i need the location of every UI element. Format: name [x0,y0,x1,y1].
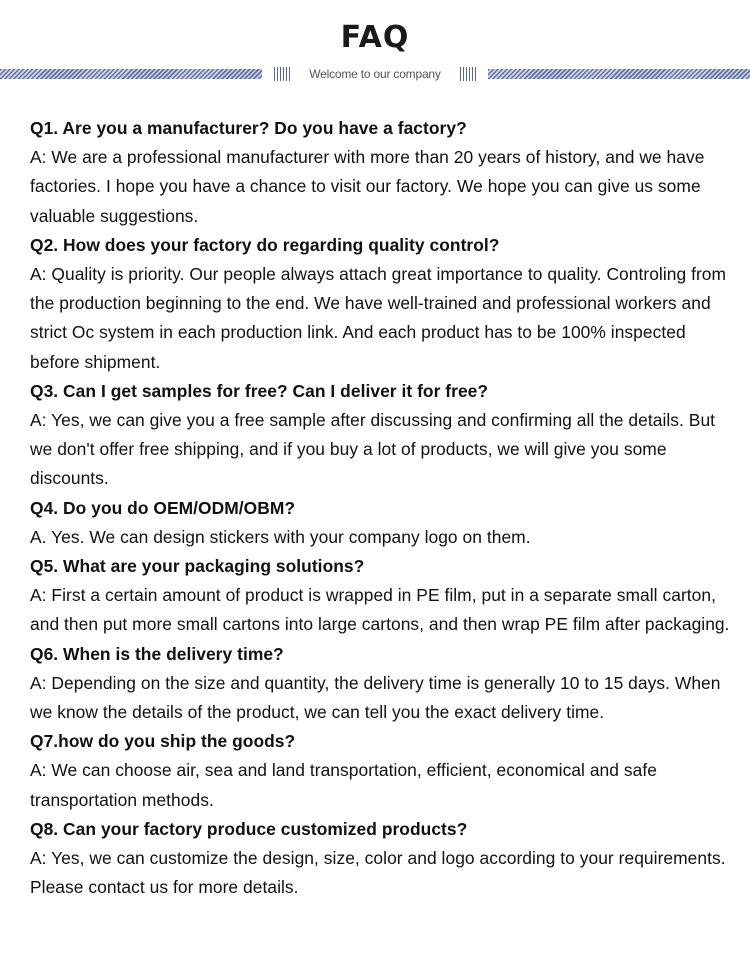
left-stripe-decoration [0,69,262,79]
faq-item [30,494,730,552]
faq-item [30,114,730,231]
faq-item [30,231,730,377]
page-subtitle: Welcome to our company [309,67,441,81]
faq-answer: A: Yes, we can give you a free sample after discussing and confirming all the details. But we don't offer free shipping, and if you buy a lot of products, we will give you some discounts. [30,410,716,489]
faq-answer: A: We are a professional manufacturer with more than 20 years of history, and we have factories. I hope you have a chance to visit our factory. We hope you can give us some valuable suggestions. [30,147,705,226]
left-tick-decoration [274,67,290,81]
faq-question: Q1. Are you a manufacturer? Do you have a factory? [30,118,467,138]
faq-question: Q8. Can your factory produce customized products? [30,818,468,839]
faq-question: Q6. When is the delivery time? [30,643,284,664]
faq-question: Q3. Can I get samples for free? Can I deliver it for free? [30,380,489,401]
faq-answer: A: First a certain amount of product is wrapped in PE film, put in a separate small carton, and then put more small cartons into large cartons, and then wrap PE film after packaging. [30,585,730,635]
faq-question: Q2. How does your factory do regarding quality control? [30,234,500,255]
faq-answer: A: We can choose air, sea and land transportation, efficient, economical and safe transportation methods. [30,760,657,810]
faq-question: Q5. What are your packaging solutions? [30,556,365,577]
faq-answer: A: Quality is priority. Our people always attach great importance to quality. Controling from the production beginning to the end. We have well-trained and professional workers and strict Oc system in each production link. And each product has to be 100% inspected before shipment. [30,264,727,372]
faq-question: Q4. Do you do OEM/ODM/OBM? [30,497,296,518]
faq-item [30,552,730,640]
faq-item [30,377,730,494]
faq-answer: A. Yes. We can design stickers with your company logo on them. [30,526,531,547]
faq-answer: A: Depending on the size and quantity, the delivery time is generally 10 to 15 days. When we know the details of the product, we can tell you the exact delivery time. [30,672,721,723]
faq-item [30,815,730,903]
faq-item [30,727,730,815]
faq-question: Q7.how do you ship the goods? [30,731,296,752]
faq-item [30,640,730,728]
right-tick-decoration [460,67,476,81]
page-title: FAQ [340,20,410,55]
header-divider [0,67,750,81]
faq-answer: A: Yes, we can customize the design, size, color and logo according to your requirements. Please contact us for more details. [30,848,726,898]
right-stripe-decoration [488,69,750,79]
faq-list [30,114,730,902]
